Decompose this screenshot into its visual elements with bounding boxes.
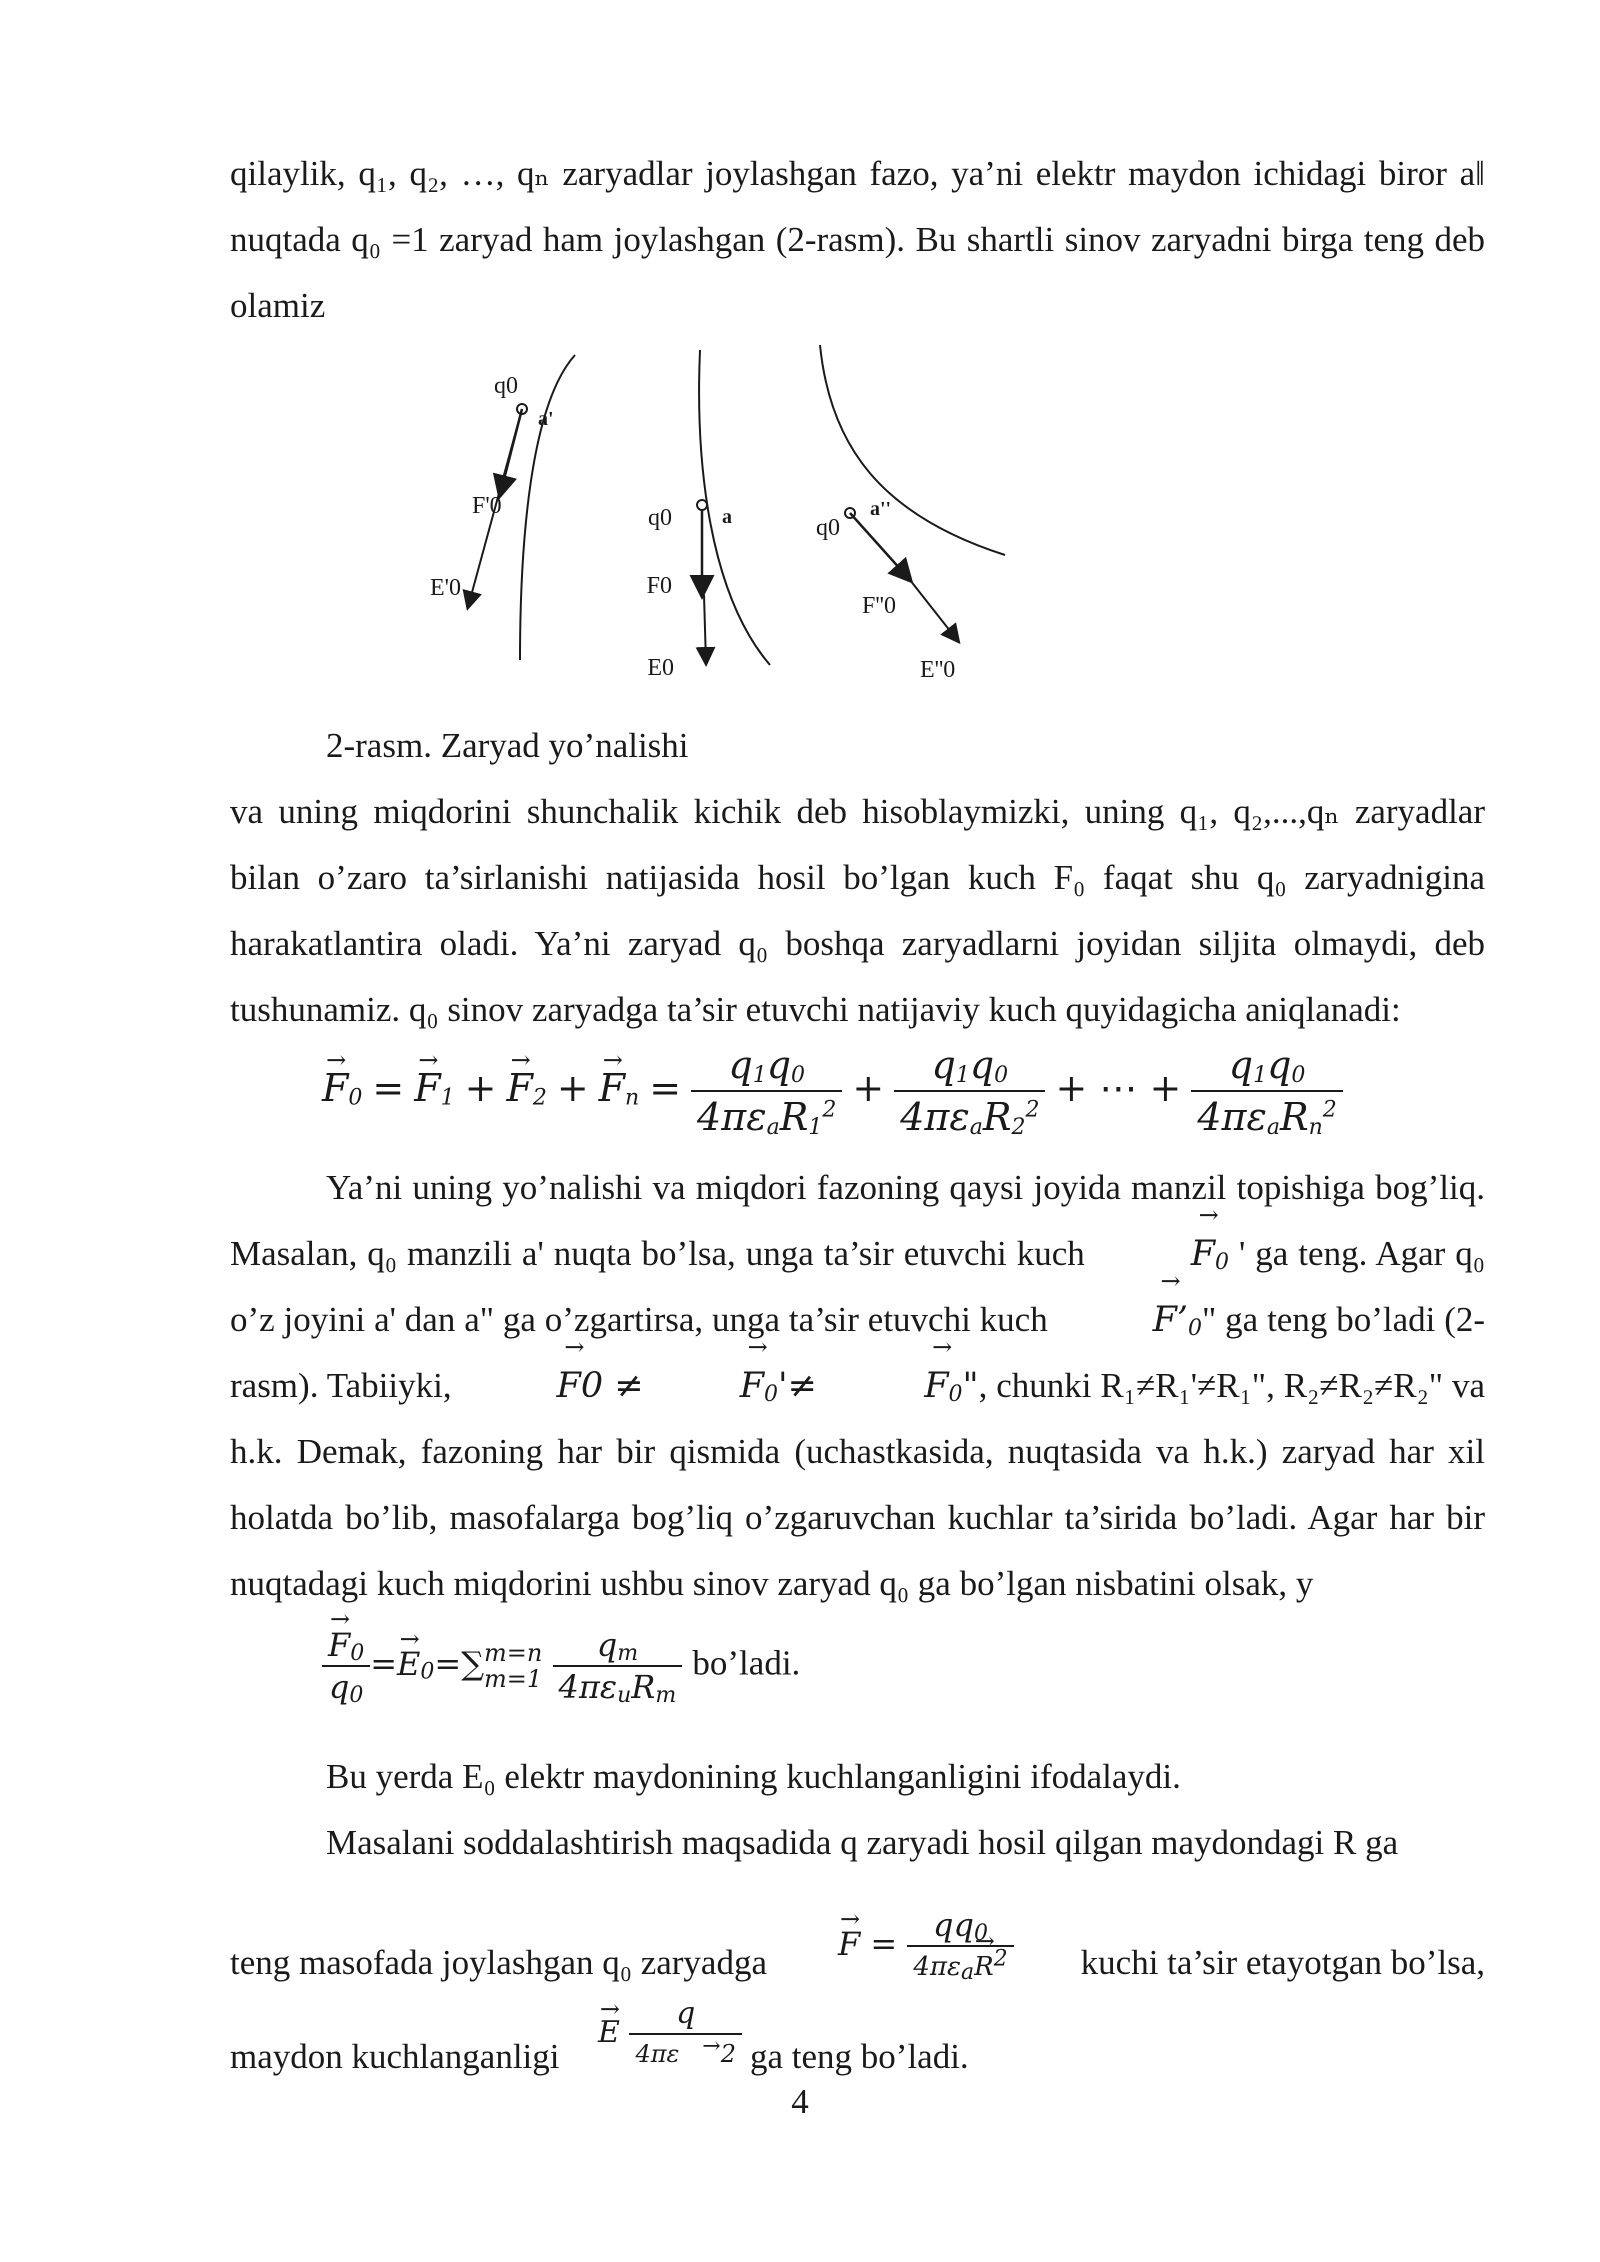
label-E0-prime: E'0 [430,575,461,601]
label-q0-left: q0 [494,373,518,399]
paragraph-dependence: Ya’ni uning yo’nalishi va miqdori fazoning qaysi joyida manzil topishiga bog’liq. Masalan, q₀ manzili a' nuqta bo’lsa, unga ta’sir etuvchi kuch → $F_0$ ' ga teng. Agar q₀ o’z joyini a' dan a" ga o’zgartirsa, unga ta’sir etuvchi kuch → $F’_0$" ga teng bo’ladi (2-rasm). Tabiiyki, → $F0 \ne\to F_0'\ne \to F_0$", chunki R₁≠R₁'≠R₁", R₂≠R₂≠R₂" va h.k. Demak, fazoning har bir qismida (uchastkasida, nuqtasida va h.k.) zaryad har xil holatda bo’lib, masofalarga bog’liq o’zgaruvchan kuchlar ta’sirida bo’ladi. Agar har bir nuqtadagi kuch miqdorini ushbu sinov zaryad q₀ ga bo’lgan nisbatini olsak, y [230,1155,1485,1617]
document-page: qilaylik, q₁, q₂, …, qₙ zaryadlar joylashgan fazo, ya’ni elektr maydon ichidagi biror a‖ nuqtada q₀ =1 zaryad ham joylashgan (2-rasm). Bu shartli sinov zaryadni birga teng deb olamiz q0 a' F'0 E'0 q0 a F0 E0 q0 a'' F''0 E''0 2-rasm. Zaryad yo’nalishi va uning miqdorini shunchalik kichik deb hisoblaymizki, uning q₁, q₂,...,qₙ zaryadlar bilan o’zaro ta’sirlanishi natijasida hosil bo’lgan kuch F₀ faqat shu q₀ zaryadnigina harakatlantira oladi. Ya’ni zaryad q₀ boshqa zaryadlarni joyidan siljita olmaydi, deb tushunamiz. q₀ sinov zaryadga ta’sir etuvchi natijaviy kuch quyidagicha aniqlanadi: → $F_0 =\to F_1 +\to F_2 +\to F_n$ = $\frac{q_1q_0}{4\pi\varepsilon_aR_1^2}$ + $\frac{q_1q_0}{4\pi\varepsilon_aR_2^2}$ + ⋯ + $\frac{q_1q_0}{4\pi\varepsilon_aR_n^2}$ Ya’ni uning yo’nalishi va miqdori fazoning qaysi joyida manzil topishiga bog’liq. Masalan, q₀ manzili a' nuqta bo’lsa, unga ta’sir etuvchi kuch → $F_0$ ' ga teng. Agar q₀ o’z joyini a' dan a" ga o’zgartirsa, unga ta’sir etuvchi kuch → $F’_0$" ga teng bo’ladi (2-rasm). Tabiiyki, → $F0 \ne\to F_0'\ne \to F_0$", chunki R₁≠R₁'≠R₁", R₂≠R₂≠R₂" va h.k. Demak, fazoning har bir qismida (uchastkasida, nuqtasida va h.k.) zaryad har xil holatda bo’lib, masofalarga bog’liq o’zgaruvchan kuchlar ta’sirida bo’ladi. Agar har bir nuqtadagi kuch miqdorini ushbu sinov zaryad q₀ ga bo’lgan nisbatini olsak, y → $\frac{F_0}{q_0}$ =→ $E_0=\sum$ m=n m=1 $\frac{q_m}{4\pi\varepsilon_uR_m}$ bo’ladi. Bu yerda E₀ elektr maydonining kuchlanganligini ifodalaydi. Masalani soddalashtirish maqsadida q zaryadi hosil qilgan maydondagi R ga teng masofada joylashgan q₀ zaryadga → F = $\frac{qq_0}{4\pi\varepsilon_a\to R^2}$ kuchi ta’sir etayotgan bo’lsa, maydon kuchlanganligi → E $\frac{q}{4\pi\varepsilon ^\to 2}$ ga teng bo’ladi. 4 [0,0,1600,2262]
label-a-middle: a [722,506,732,528]
equation-field-strength: → $\frac{F_0}{q_0}$ =→ $E_0=\sum$ m=n m=1 $\frac{q_m}{4\pi\varepsilon_uR_m}$ bo’ladi. [322,1625,800,1707]
body-text-bottom [230,1744,1485,1876]
label-a-dprime: a'' [870,498,892,520]
charge-direction-figure [410,345,1010,705]
label-q0-right: q0 [816,515,840,541]
equation-resultant-force: → $F_0 =\to F_1 +\to F_2 +\to F_n$ = $\frac{q_1q_0}{4\pi\varepsilon_aR_1^2}$ + $\frac{q_1q_0}{4\pi\varepsilon_aR_2^2}$ + ⋯ + $\frac{q_1q_0}{4\pi\varepsilon_aR_n^2}$ [322,1040,1343,1142]
label-F0-dprime: F''0 [862,593,896,619]
label-a-prime: a' [538,408,554,430]
field-line-middle [699,350,770,665]
field-line-left [520,355,575,660]
page-number: 4 [791,2082,809,2121]
label-q0-middle: q0 [648,505,672,531]
body-text-top [230,141,1485,339]
body-text-lower [230,1155,1485,1617]
label-E0-middle: E0 [647,655,674,681]
charge-q0-middle [697,500,707,510]
paragraph-intro: qilaylik, q₁, q₂, …, qₙ zaryadlar joylashgan fazo, ya’ni elektr maydon ichidagi biror a‖ nuqtada q₀ =1 zaryad ham joylashgan (2-rasm). Bu shartli sinov zaryadni birga teng deb olamiz [230,154,1485,325]
label-E0-dprime: E''0 [920,657,956,683]
label-F0-prime: F'0 [472,493,502,519]
field-arrow-middle [704,595,706,663]
label-F0-middle: F0 [646,573,672,599]
body-text-middle [230,713,1485,1043]
figure-caption: 2-rasm. Zaryad yo’nalishi [326,726,689,765]
paragraph-simplification: Masalani soddalashtirish maqsadida q zaryadi hosil qilgan maydondagi R ga [326,1823,1399,1862]
field-arrow-right [910,580,958,641]
paragraph-test-charge: va uning miqdorini shunchalik kichik deb hisoblaymizki, uning q₁, q₂,...,qₙ zaryadlar bilan o’zaro ta’sirlanishi natijasida hosil bo’lgan kuch F₀ faqat shu q₀ zaryadnigina harakatlantira oladi. Ya’ni zaryad q₀ boshqa zaryadlarni joyidan siljita olmaydi, deb tushunamiz. q₀ sinov zaryadga ta’sir etuvchi natijaviy kuch quyidagicha aniqlanadi: [230,792,1485,1029]
field-line-right [820,345,1005,555]
paragraph-e0-definition: Bu yerda E₀ elektr maydonining kuchlanganligini ifodalaydi. [326,1757,1181,1796]
force-arrow-right [850,513,910,580]
